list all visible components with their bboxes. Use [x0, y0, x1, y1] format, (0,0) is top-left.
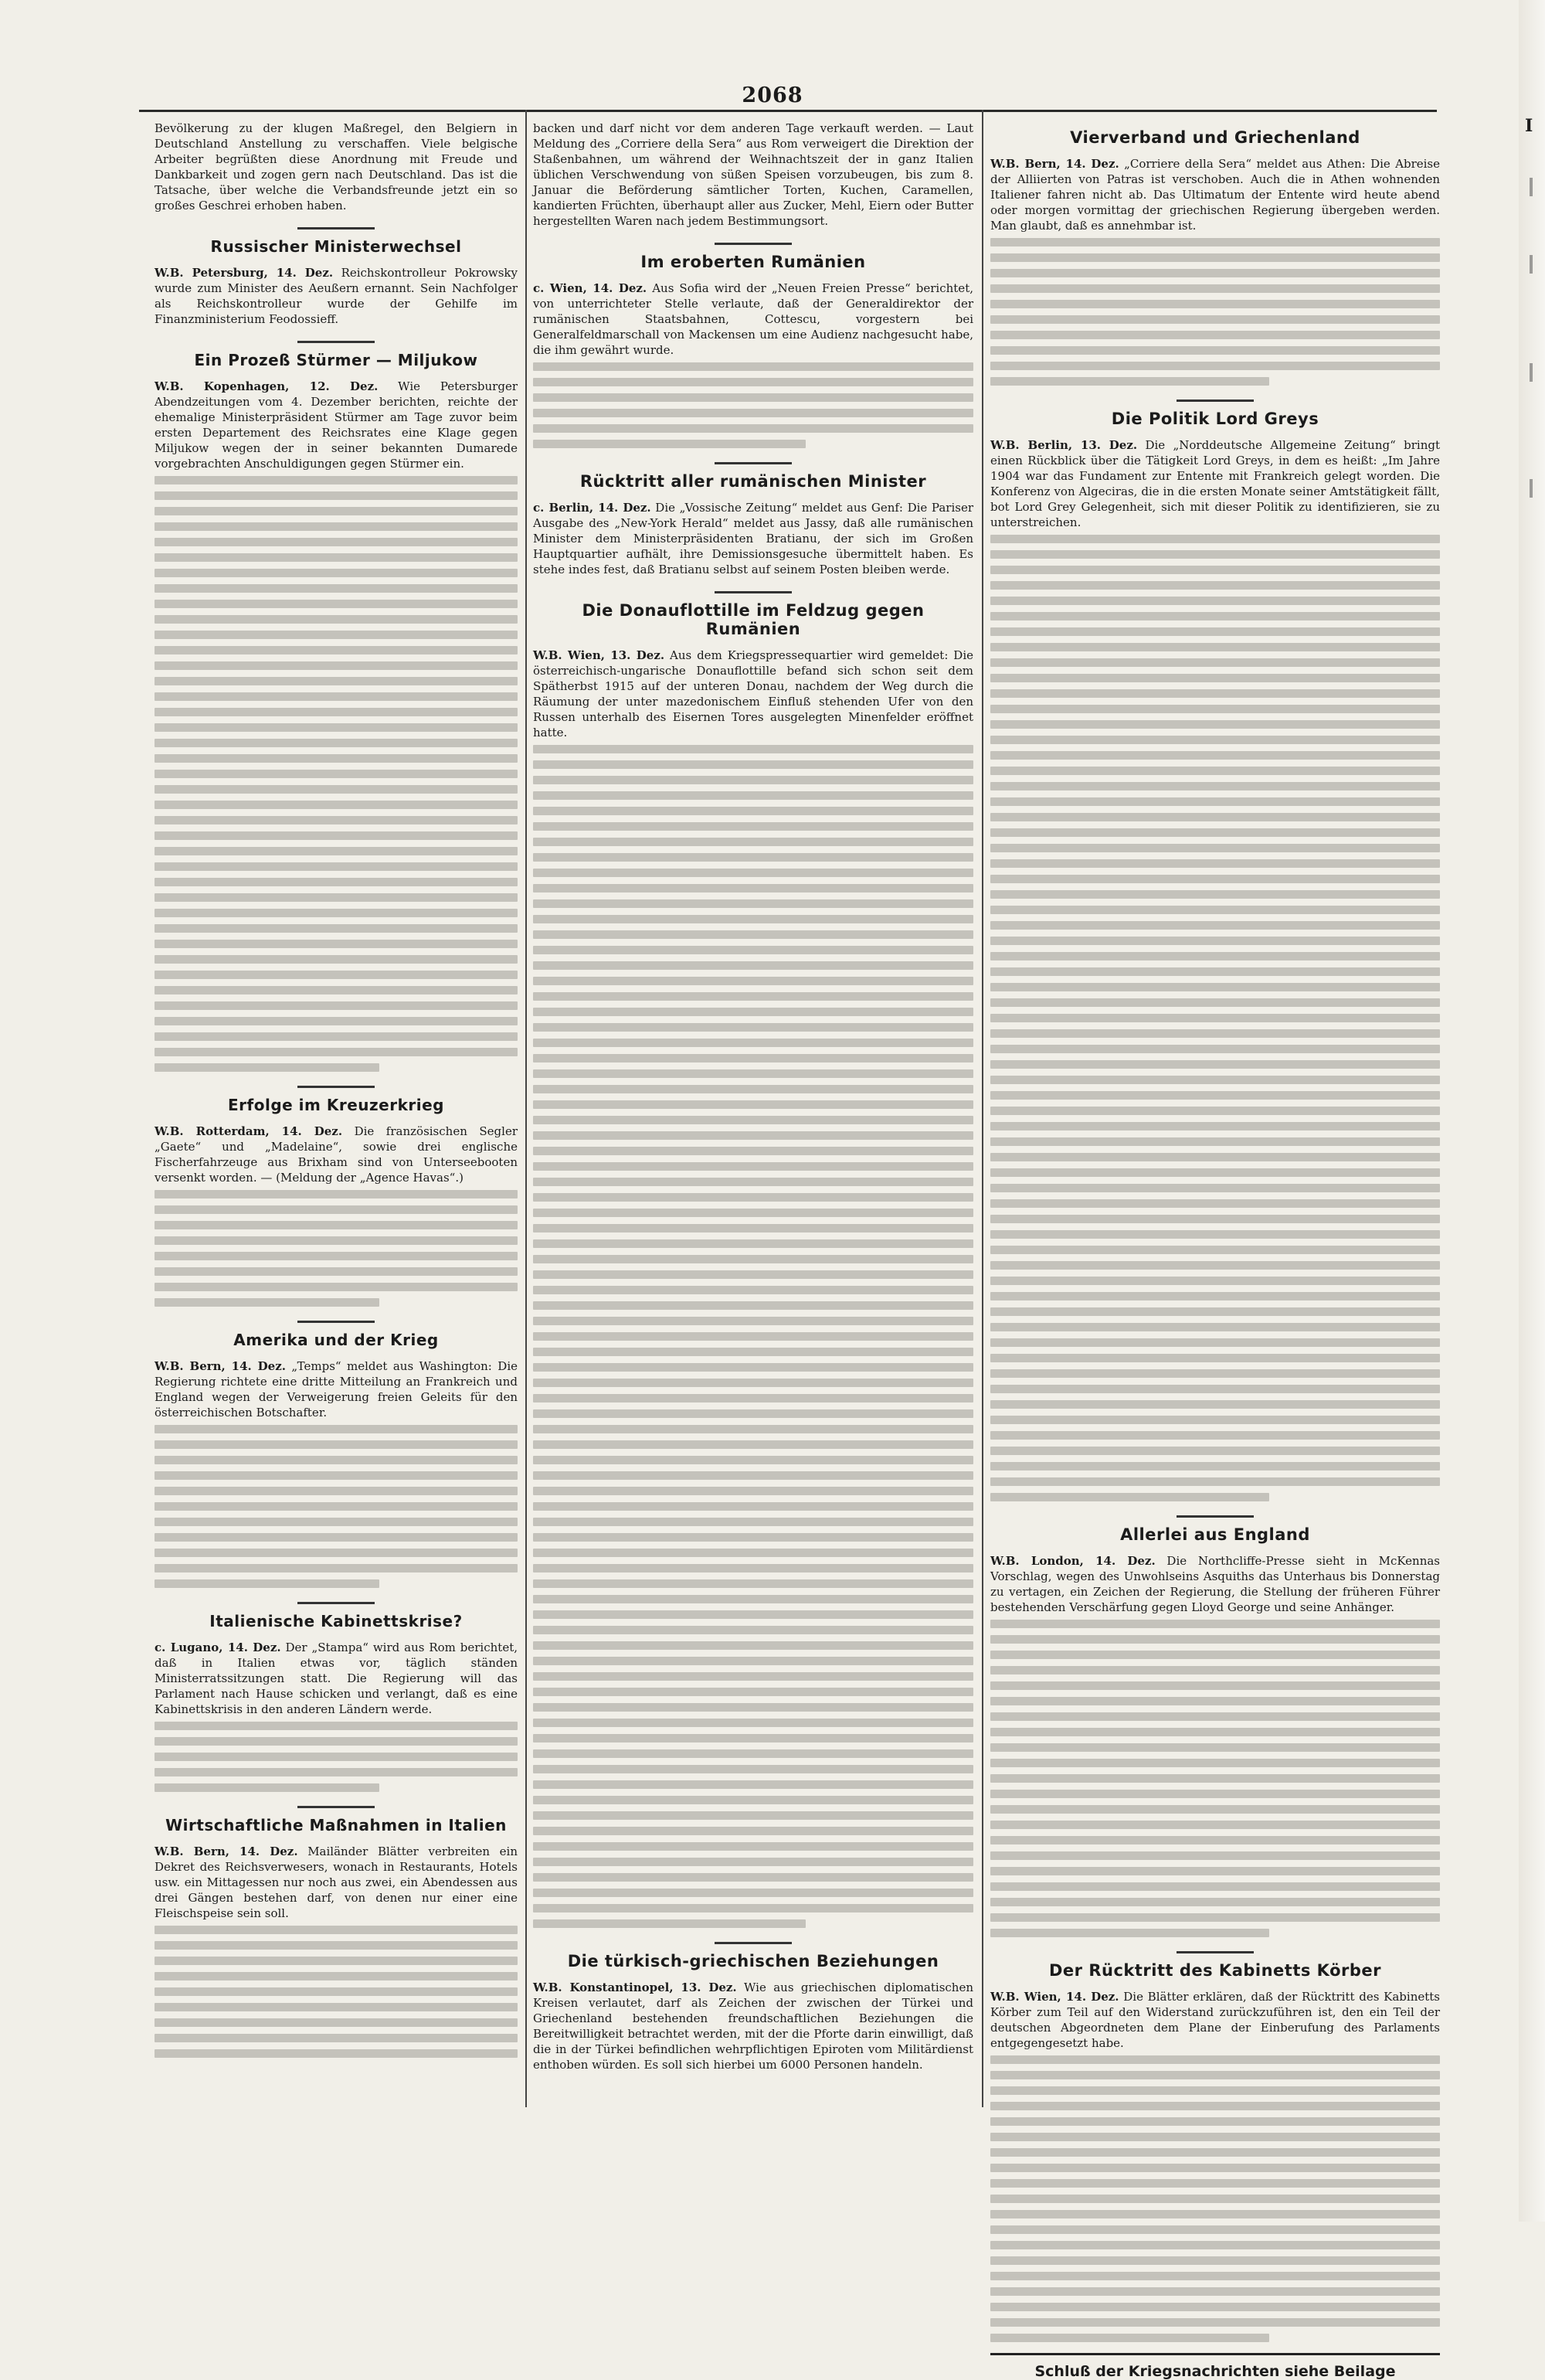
article-body — [154, 265, 518, 327]
article-body — [533, 280, 973, 358]
article-body — [990, 1989, 1440, 2051]
edge-speck — [1530, 479, 1533, 498]
column-middle — [533, 121, 973, 2130]
dateline: c. Wien, 14. Dez. — [533, 281, 647, 295]
divider — [297, 1806, 375, 1808]
article-text: Mailänder Blätter verbreiten ein Dekret des Reichsverwesers, wonach in Restaurants, Hotels usw. ein Mittagessen nur noch aus zwei, ein Abendessen aus drei Gängen bestehen darf, von denen nur einer eine Fleischspeise sein soll. — [154, 1844, 518, 1920]
dateline: c. Berlin, 14. Dez. — [533, 501, 651, 515]
divider — [1177, 1951, 1254, 1953]
unreadable-text-block — [154, 1926, 518, 2058]
headline-italienische-kabinettskrise: Italienische Kabinettskrise? — [209, 1612, 463, 1630]
column-right — [990, 121, 1441, 2380]
article-body — [990, 437, 1440, 530]
headline-ruecktritt-minister: Rücktritt aller rumänischen Minister — [579, 472, 927, 491]
article-body — [533, 648, 973, 740]
divider — [1177, 1515, 1254, 1518]
article-body — [154, 1124, 518, 1185]
unreadable-text-block — [533, 362, 973, 448]
unreadable-text-block — [154, 1722, 518, 1792]
article-text: Reichskontrolleur Pokrowsky wurde zum Minister des Aeußern ernannt. Sein Nachfolger als Reichskontrolleur wurde der Gehilfe im Finanzministerium Feodossieff. — [154, 266, 518, 326]
article-text: Wie Petersburger Abendzeitungen vom 4. Dezember berichten, reichte der ehemalige Ministerpräsident Stürmer am Tage zuvor beim ersten Departement des Reichsrates eine Klage gegen Miljukow wegen der in seiner bekannten Dumarede vorgebrachten Anschuldigungen gegen Stürmer ein. — [154, 379, 518, 471]
headline-ruecktritt-koerber: Der Rücktritt des Kabinetts Körber — [1048, 1961, 1382, 1980]
edge-speck — [1530, 255, 1533, 274]
unreadable-text-block — [533, 745, 973, 1928]
column-rule-2 — [982, 110, 983, 2107]
article-text: Wie aus griechischen diplomatischen Kreisen verlautet, darf als Zeichen der zwischen der Türkei und Griechenland bestehenden freundschaftlichen Beziehungen die Bereitwilligkeit betrachtet werden, mit der die Pforte darin einwilligt, daß die in der Türkei befindlichen wehrpflichtigen Epiroten vom Militärdienst enthoben würden. Es soll sich hierbei um 6000 Personen handeln. — [533, 1980, 973, 2072]
divider — [715, 462, 792, 464]
dateline: W.B. Bern, 14. Dez. — [154, 1359, 286, 1373]
headline-russischer-ministerwechsel: Russischer Ministerwechsel — [210, 237, 462, 256]
dateline: W.B. Rotterdam, 14. Dez. — [154, 1124, 343, 1138]
article-text: Die „Vossische Zeitung“ meldet aus Genf: Die Pariser Ausgabe des „New-York Herald“ meldet aus Jassy, daß alle rumänischen Minister dem Ministerpräsidenten Bratianu, der sich im Großen Hauptquartier aufhält, ihre Demissionsgesuche übermittelt haben. Es stehe indes fest, daß Bratianu selbst auf seinem Posten bleiben werde. — [533, 501, 973, 576]
unreadable-text-block — [990, 1620, 1440, 1937]
article-text: „Temps“ meldet aus Washington: Die Regierung richtete eine dritte Mitteilung an Frankreich und England wegen der Verweigerung freien Geleits für den österreichischen Botschafter. — [154, 1359, 518, 1420]
unreadable-text-block — [990, 535, 1440, 1501]
divider — [715, 591, 792, 593]
article-body — [154, 379, 518, 471]
headline-eroberten-rumaenien: Im eroberten Rumänien — [640, 253, 866, 271]
article-body — [533, 1980, 973, 2072]
divider — [297, 227, 375, 230]
dateline: W.B. Wien, 13. Dez. — [533, 648, 665, 662]
divider — [1177, 400, 1254, 402]
divider — [297, 1086, 375, 1088]
headline-vierverband-griechenland: Vierverband und Griechenland — [1070, 128, 1360, 147]
dateline: W.B. Konstantinopel, 13. Dez. — [533, 1980, 737, 1994]
divider — [297, 1602, 375, 1604]
unreadable-text-block — [990, 2055, 1440, 2342]
dateline: c. Lugano, 14. Dez. — [154, 1640, 281, 1654]
dateline: W.B. Wien, 14. Dez. — [990, 1990, 1119, 2004]
article-body — [154, 1844, 518, 1921]
dateline: W.B. London, 14. Dez. — [990, 1554, 1156, 1568]
column-rule-1 — [525, 110, 527, 2107]
footer-note: Schluß der Kriegsnachrichten siehe Beilage — [990, 2353, 1440, 2380]
article-text: Aus dem Kriegspressequartier wird gemeldet: Die österreichisch-ungarische Donauflottille befand sich schon seit dem Spätherbst 1915 auf der unteren Donau, nachdem der Weg durch die Räumung der unter mazedonischem Einfluß stehenden Ufer von den Russen unterhalb des Eisernen Tores ausgelegten Minenfelder eröffnet hatte. — [533, 648, 973, 740]
unreadable-text-block — [990, 238, 1440, 386]
adjacent-page-edge — [1519, 0, 1545, 2222]
article-body — [533, 500, 973, 577]
article-body — [154, 1640, 518, 1717]
headline-tuerkisch-griechisch: Die türkisch-griechischen Beziehungen — [567, 1952, 939, 1970]
unreadable-text-block — [154, 1425, 518, 1588]
dateline: W.B. Berlin, 13. Dez. — [990, 438, 1138, 452]
headline-wirtschaftliche-massnahmen: Wirtschaftliche Maßnahmen in Italien — [165, 1816, 507, 1834]
headline-politik-lord-greys: Die Politik Lord Greys — [1111, 410, 1319, 428]
article-continuation: Bevölkerung zu der klugen Maßregel, den Belgiern in Deutschland Anstellung zu verschaffen. Viele belgische Arbeiter begrüßten diese Anordnung mit Freude und Dankbarkeit und zogen gern nach Deutschland. Das ist die Tatsache, über welche die Verbandsfreunde jetzt ein so großes Geschrei erhoben haben. — [154, 121, 518, 212]
unreadable-text-block — [154, 476, 518, 1072]
dateline: W.B. Bern, 14. Dez. — [990, 157, 1119, 171]
article-body — [990, 156, 1440, 233]
headline-donauflottille: Die Donauflottille im Feldzug gegen Rumänien — [582, 601, 925, 638]
dateline: W.B. Bern, 14. Dez. — [154, 1844, 298, 1858]
article-text: „Corriere della Sera“ meldet aus Athen: Die Abreise der Alliierten von Patras ist verschoben. Auch die in Athen wohnenden Italiener fahren nicht ab. Das Ultimatum der Entente wird heute abend oder morgen vormittag der griechischen Regierung übergeben werden. Man glaubt, daß es annehmbar ist. — [990, 157, 1440, 233]
article-text: Die französischen Segler „Gaete“ und „Madelaine“, sowie drei englische Fischerfahrzeuge aus Brixham sind von Unterseebooten versenkt worden. — (Meldung der „Agence Havas“.) — [154, 1124, 518, 1185]
unreadable-text-block — [154, 1190, 518, 1307]
divider — [715, 243, 792, 245]
headline-allerlei-england: Allerlei aus England — [1120, 1525, 1310, 1544]
divider — [297, 341, 375, 343]
article-body — [990, 1553, 1440, 1615]
article-text: Der „Stampa“ wird aus Rom berichtet, daß in Italien etwas vor, täglich ständen Ministerratssitzungen statt. Die Regierung will das Parlament nach Hause schicken und verlangt, daß es eine Kabinettskrisis in den anderen Ländern werde. — [154, 1640, 518, 1716]
edge-speck — [1530, 178, 1533, 196]
article-text: Die Blätter erklären, daß der Rücktritt des Kabinetts Körber zum Teil auf den Widerstand zurückzuführen ist, den ein Teil der deutschen Abgeordneten dem Plane der Einberufung des Parlaments entgegengesetzt habe. — [990, 1990, 1440, 2050]
article-body — [154, 1358, 518, 1420]
column-left — [154, 121, 518, 2130]
page-number: 2068 — [742, 83, 803, 107]
headline-erfolge-kreuzerkrieg: Erfolge im Kreuzerkrieg — [228, 1096, 444, 1114]
article-text: Die „Norddeutsche Allgemeine Zeitung“ bringt einen Rückblick über die Tätigkeit Lord Greys, in dem es heißt: „Im Jahre 1904 war das Fundament zur Entente mit Frankreich gelegt worden. Die Konferenz von Algeciras, die in die ersten Monate seiner Amtstätigkeit fällt, bot Lord Grey Gelegenheit, sich mit dieser Politik zu identifizieren, sie zu unterstreichen. — [990, 438, 1440, 529]
article-text: Die Northcliffe-Presse sieht in McKennas Vorschlag, wegen des Unwohlseins Asquiths das Unterhaus bis Donnerstag zu vertagen, ein Zeichen der Regierung, die Stellung der früheren Führer bestehenden Verschärfung gegen Lloyd George und seine Anhänger. — [990, 1554, 1441, 1614]
edge-speck — [1530, 363, 1533, 382]
article-text: Aus Sofia wird der „Neuen Freien Presse“ berichtet, von unterrichteter Stelle verlaute, daß der Generaldirektor der rumänischen Staatsbahnen, Cottescu, vorgestern bei Generalfeldmarschall von Mackensen um eine Audienz nachgesucht habe, die ihm gewährt wurde. — [533, 281, 973, 357]
divider — [297, 1321, 375, 1323]
headline-amerika-krieg: Amerika und der Krieg — [233, 1331, 439, 1349]
top-rule — [139, 110, 1437, 112]
article-continuation: backen und darf nicht vor dem anderen Tage verkauft werden. — Laut Meldung des „Corriere della Sera“ aus Rom verweigert die Direktion der Staßenbahnen, um während der Weihnachtszeit der in ganz Italien üblichen Verschwendung von süßen Speisen vorzubeugen, bis zum 8. Januar die Beförderung sämtlicher Torten, Kuchen, Caramellen, kandierten Früchten, überhaupt aller aus Zucker, Mehl, Eiern oder Butter hergestellten Waren nach jedem Bestimmungsort. — [533, 121, 973, 228]
edge-glyph: I — [1525, 116, 1533, 136]
dateline: W.B. Kopenhagen, 12. Dez. — [154, 379, 379, 393]
dateline: W.B. Petersburg, 14. Dez. — [154, 266, 334, 280]
headline-prozess-stuermer: Ein Prozeß Stürmer — Miljukow — [194, 351, 478, 369]
divider — [715, 1942, 792, 1944]
